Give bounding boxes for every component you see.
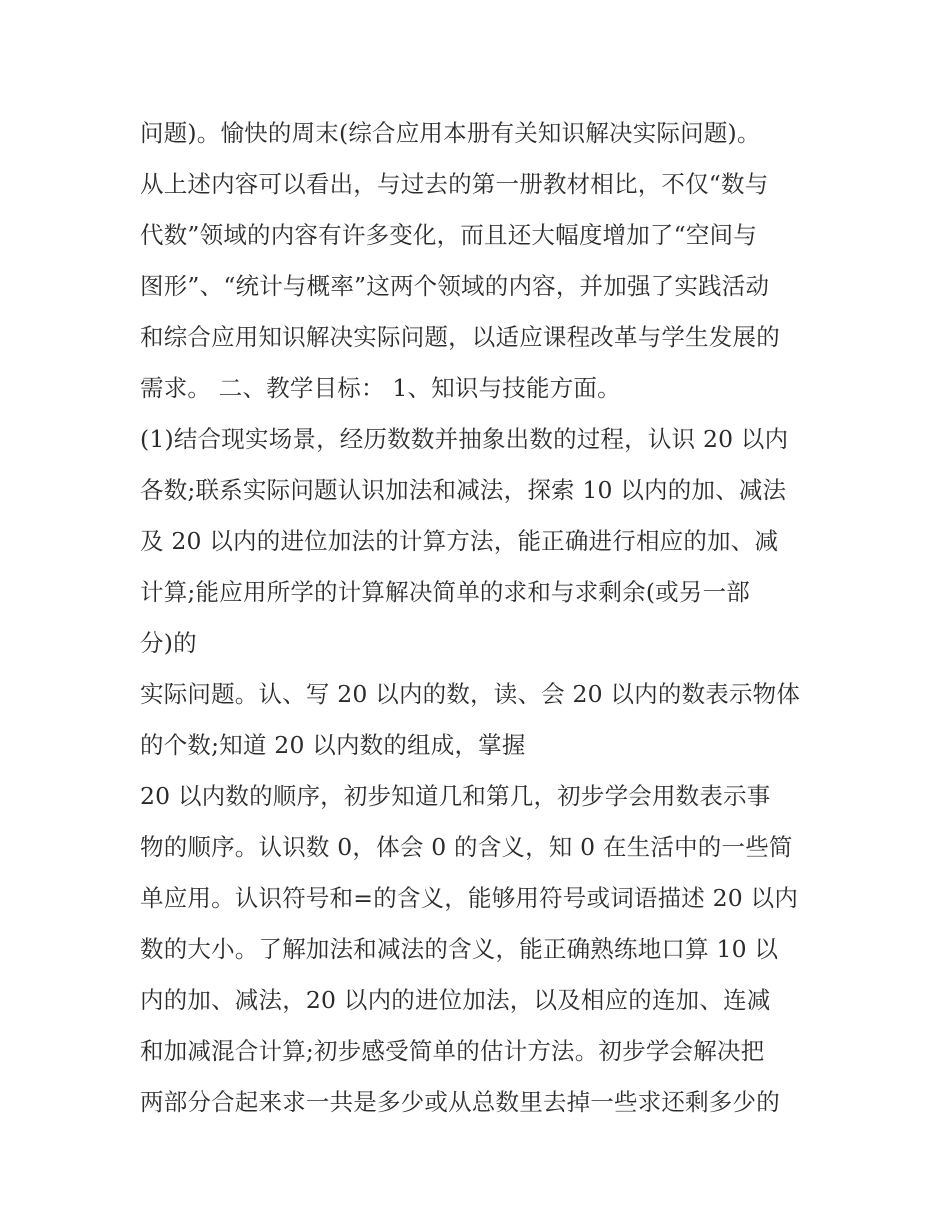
text-line: 图形”、“统计与概率”这两个领域的内容，并加强了实践活动 bbox=[140, 272, 770, 300]
text-line: 和加减混合计算;初步感受简单的估计方法。初步学会解决把 bbox=[140, 1037, 765, 1065]
text-line: 物的顺序。认识数 0，体会 0 的含义，知 0 在生活中的一些简 bbox=[140, 833, 793, 861]
text-line: 及 20 以内的进位加法的计算方法，能正确进行相应的加、减 bbox=[140, 527, 779, 555]
text-line: 20 以内数的顺序，初步知道几和第几，初步学会用数表示事 bbox=[140, 782, 771, 810]
text-line: 实际问题。认、写 20 以内的数，读、会 20 以内的数表示物体 bbox=[140, 680, 801, 708]
text-line: 分)的 bbox=[140, 629, 197, 657]
text-line: 单应用。认识符号和=的含义，能够用符号或词语描述 20 以内 bbox=[140, 884, 799, 912]
text-line: 各数;联系实际问题认识加法和减法，探索 10 以内的加、减法 bbox=[140, 476, 787, 504]
text-line: 需求。 二、教学目标： 1、知识与技能方面。 bbox=[140, 374, 621, 402]
body-text bbox=[140, 108, 830, 1128]
text-line: 从上述内容可以看出，与过去的第一册教材相比，不仅“数与 bbox=[140, 170, 769, 198]
text-line: 代数”领域的内容有许多变化，而且还大幅度增加了“空间与 bbox=[140, 221, 757, 249]
text-line: 数的大小。了解加法和减法的含义，能正确熟练地口算 10 以 bbox=[140, 935, 779, 963]
text-line: 的个数;知道 20 以内数的组成，掌握 bbox=[140, 731, 526, 759]
text-line: 计算;能应用所学的计算解决简单的求和与求剩余(或另一部 bbox=[140, 578, 750, 606]
text-line: 和综合应用知识解决实际问题，以适应课程改革与学生发展的 bbox=[140, 323, 780, 351]
text-line: 两部分合起来求一共是多少或从总数里去掉一些求还剩多少的 bbox=[140, 1088, 780, 1116]
text-line: (1)结合现实场景，经历数数并抽象出数的过程，认识 20 以内 bbox=[140, 425, 789, 453]
text-line: 内的加、减法，20 以内的进位加法，以及相应的连加、连减 bbox=[140, 986, 771, 1014]
text-line: 问题)。愉快的周末(综合应用本册有关知识解决实际问题)。 bbox=[140, 119, 761, 147]
